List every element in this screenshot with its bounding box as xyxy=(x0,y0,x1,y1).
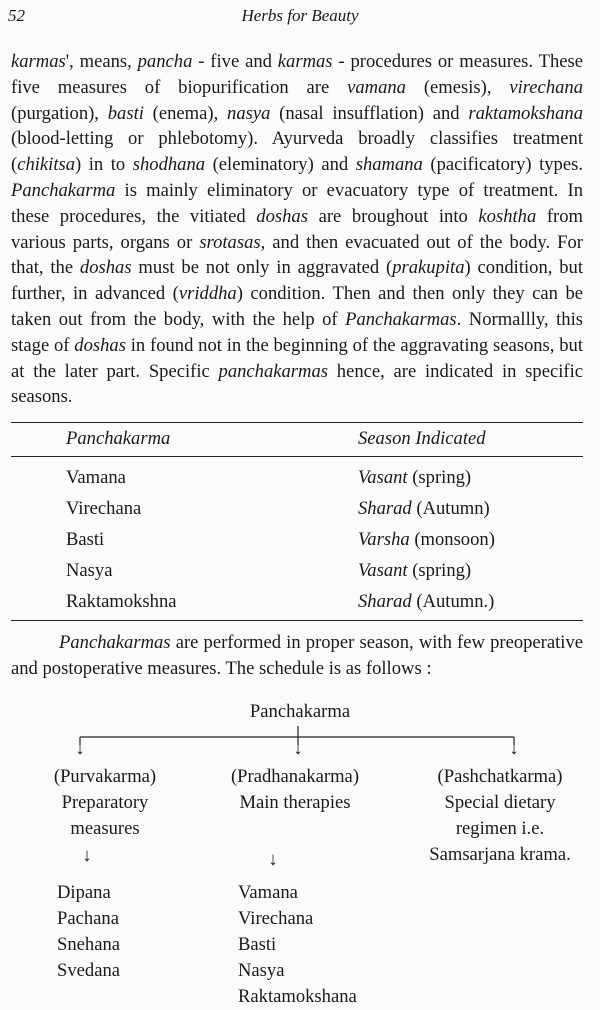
list-item: Snehana xyxy=(57,934,120,955)
season-cell: Sharad (Autumn.) xyxy=(358,591,495,612)
pashchatkarma-desc-1: Special dietary xyxy=(444,792,556,813)
list-item: Pachana xyxy=(57,908,119,929)
left-branch-arrow-icon: ↓ xyxy=(75,738,85,759)
season-cell: Vasant (spring) xyxy=(358,560,472,581)
pashchatkarma-desc-3: Samsarjana krama. xyxy=(429,844,571,865)
pradhanakarma-node xyxy=(195,764,395,816)
season-cell: Vasant (spring) xyxy=(358,467,472,488)
pradhanakarma-desc: Main therapies xyxy=(239,792,351,813)
pashchatkarma-desc-2: regimen i.e. xyxy=(455,818,545,839)
purvakarma-down-arrow-icon: ↓ xyxy=(82,845,92,866)
list-item: Vamana xyxy=(238,882,298,903)
list-item: Dipana xyxy=(57,882,111,903)
table-header-panchakarma: Panchakarma xyxy=(66,428,171,449)
list-item: Basti xyxy=(238,934,277,955)
schedule-paragraph: Panchakarmas are performed in proper season, with few preoperative and postoperative measures. The schedule is as follows : xyxy=(11,632,583,679)
therapy-cell: Raktamokshna xyxy=(66,591,177,612)
purvakarma-desc-2: measures xyxy=(70,818,140,839)
right-branch-arrow-icon: ↓ xyxy=(509,738,519,759)
purvakarma-node xyxy=(20,764,190,842)
intro-paragraph: karmas', means, pancha - five and karmas - procedures or measures. These five measures of biopurification are vamana (emesis), virechana (purgation), basti (enema), nasya (nasal insufflation) and raktamokshana (blood-letting or phlebotomy). Ayurveda broadly classifies treatment (chikitsa) in to shodhana (eleminatory) and shamana (pacificatory) types. Panchakarma is mainly eliminatory or evacuatory type of treatment. In these procedures, the vitiated doshas are broughout into koshtha from various parts, organs or srotasas, and then evacuated out of the body. For that, the doshas must be not only in aggravated (prakupita) condition, but further, in advanced (vriddha) condition. Then and then only they can be taken out from the body, with the help of Panchakarmas. Normallly, this stage of doshas in found not in the beginning of the aggravating seasons, but at the later part. Specific panchakarmas hence, are indicated in specific seasons. xyxy=(11,51,584,408)
running-title: Herbs for Beauty xyxy=(241,6,359,25)
therapy-cell: Nasya xyxy=(66,560,113,581)
purvakarma-title: (Purvakarma) xyxy=(53,766,157,787)
pashchatkarma-title: (Pashchatkarma) xyxy=(437,766,563,787)
table-header-season: Season Indicated xyxy=(358,428,486,449)
pradhanakarma-down-arrow-icon: ↓ xyxy=(268,849,278,870)
list-item: Nasya xyxy=(238,960,285,981)
list-item: Svedana xyxy=(57,960,120,981)
pashchatkarma-node xyxy=(400,764,600,868)
purvakarma-list xyxy=(57,880,120,984)
flow-root-label: Panchakarma xyxy=(249,701,351,722)
season-cell: Varsha (monsoon) xyxy=(358,529,495,550)
list-item: Virechana xyxy=(238,908,314,929)
pradhanakarma-title: (Pradhanakarma) xyxy=(230,766,360,787)
season-cell: Sharad (Autumn) xyxy=(358,498,490,519)
list-item: Raktamokshana xyxy=(238,986,357,1007)
therapy-cell: Virechana xyxy=(66,498,142,519)
purvakarma-desc-1: Preparatory xyxy=(61,792,149,813)
center-branch-arrow-icon: ↓ xyxy=(293,738,303,759)
therapy-cell: Vamana xyxy=(66,467,126,488)
pradhanakarma-list xyxy=(238,880,357,1010)
therapy-cell: Basti xyxy=(66,529,105,550)
page-number: 52 xyxy=(8,6,25,25)
